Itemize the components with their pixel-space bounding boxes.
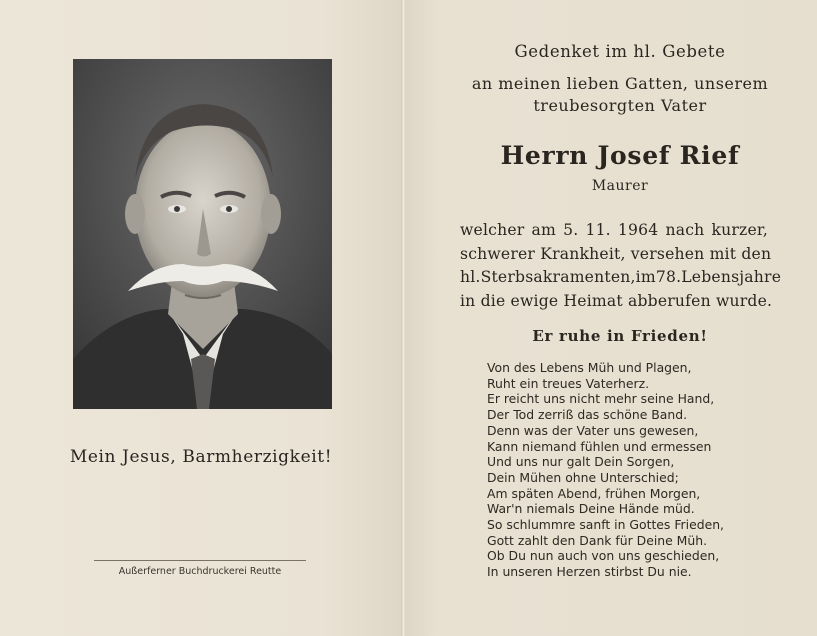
- body-line: schwerer Krankheit, versehen mit den: [460, 244, 772, 263]
- poem-line: Und uns nur galt Dein Sorgen,: [487, 454, 675, 470]
- portrait-photo: [73, 59, 332, 409]
- printer-divider: [94, 560, 306, 561]
- intro-line-3: treubesorgten Vater: [533, 96, 707, 115]
- deceased-name: Herrn Josef Rief: [500, 141, 740, 170]
- poem-line: Am späten Abend, frühen Morgen,: [487, 485, 701, 501]
- poem-line: Kann niemand fühlen und ermessen: [487, 438, 712, 454]
- poem-line: Ruht ein treues Vaterherz.: [487, 375, 650, 391]
- poem-line: Denn was der Vater uns gewesen,: [487, 422, 699, 438]
- left-panel: [0, 0, 402, 636]
- poem-line: So schlummre sanft in Gottes Frieden,: [487, 517, 724, 533]
- announcement-body: [460, 219, 782, 313]
- poem-line: Dein Mühen ohne Unterschied;: [487, 469, 679, 485]
- intro-line-1: Gedenket im hl. Gebete: [514, 42, 726, 61]
- poem: [487, 360, 757, 580]
- poem-line: Er reicht uns nicht mehr seine Hand,: [487, 391, 715, 407]
- poem-line: In unseren Herzen stirbst Du nie.: [487, 564, 692, 580]
- occupation: Maurer: [591, 178, 649, 194]
- intro-line-2: an meinen lieben Gatten, unserem: [471, 74, 769, 93]
- poem-line: Der Tod zerriß das schöne Band.: [487, 407, 688, 423]
- poem-line: Von des Lebens Müh und Plagen,: [487, 360, 692, 375]
- poem-line: Gott zahlt den Dank für Deine Müh.: [487, 532, 708, 548]
- poem-line: Ob Du nun auch von uns geschieden,: [487, 548, 720, 564]
- body-line: hl.Sterbsakramenten,im78.Lebensjahre: [460, 268, 782, 286]
- body-line: in die ewige Heimat abberufen wurde.: [460, 291, 773, 310]
- rest-in-peace: Er ruhe in Frieden!: [532, 327, 708, 345]
- printer-credit: Außerferner Buchdruckerei Reutte: [118, 566, 282, 577]
- caption: Mein Jesus, Barmherzigkeit!: [69, 447, 333, 467]
- body-line: welcher am 5. 11. 1964 nach kurzer,: [460, 221, 768, 239]
- poem-line: War'n niemals Deine Hände müd.: [487, 501, 695, 517]
- portrait-image: [73, 59, 332, 409]
